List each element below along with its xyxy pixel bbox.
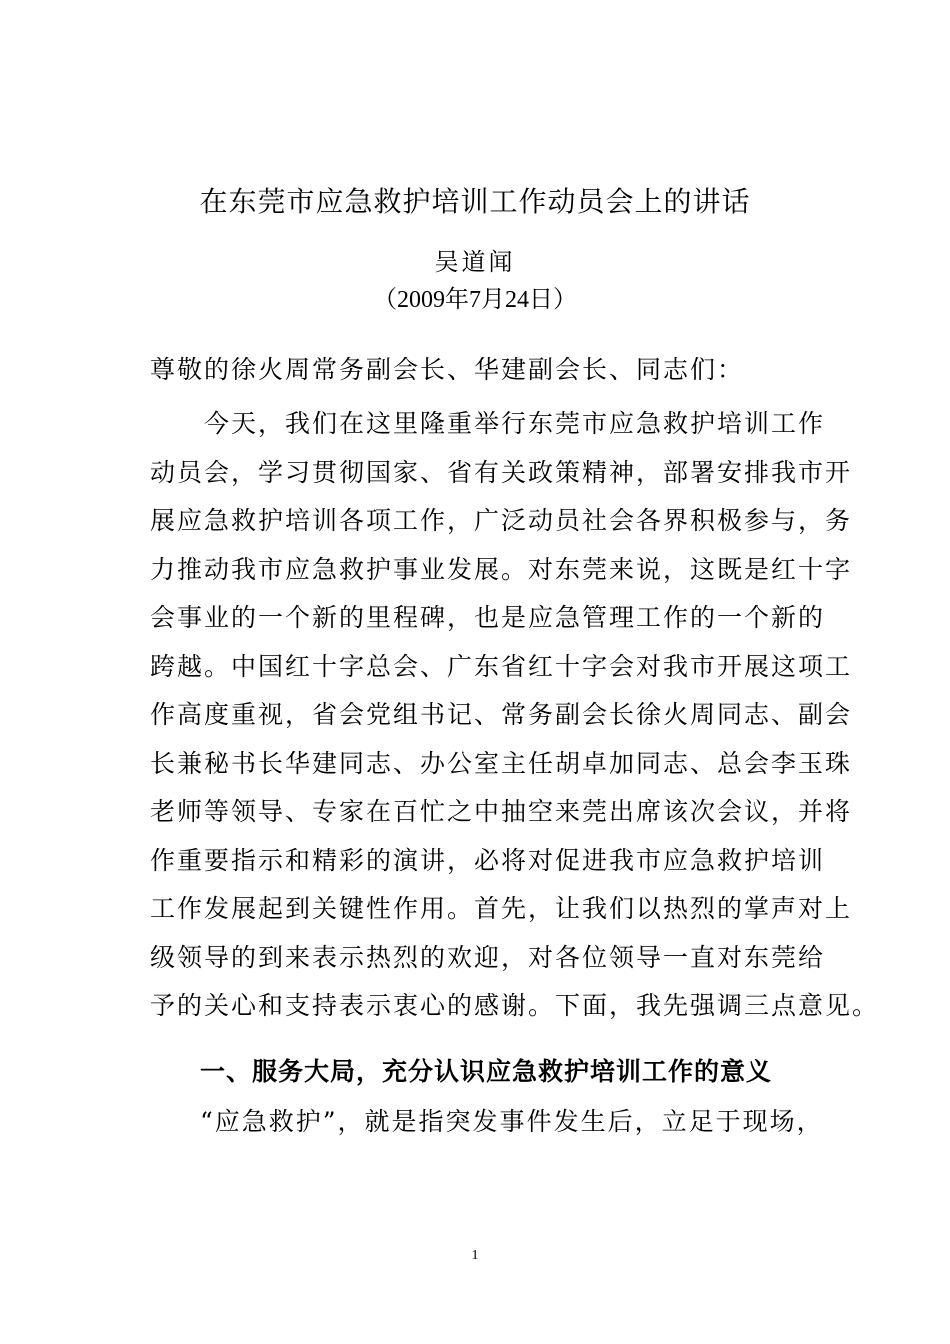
section-heading: 一、服务大局，充分认识应急救护培训工作的意义 (200, 1057, 773, 1086)
paragraph-line: 作高度重视，省会党组书记、常务副会长徐火周同志、副会 (150, 700, 853, 729)
speech-title: 在东莞市应急救护培训工作动员会上的讲话 (199, 185, 751, 218)
paragraph-line: 工作发展起到关键性作用。首先，让我们以热烈的掌声对上 (150, 894, 853, 923)
paragraph-line: 予的关心和支持表示衷心的感谢。下面，我先强调三点意见。 (150, 991, 880, 1020)
paragraph-line: 长兼秘书长华建同志、办公室主任胡卓加同志、总会李玉珠 (150, 748, 853, 778)
paragraph-line: 力推动我市应急救护事业发展。对东莞来说，这既是红十字 (150, 554, 853, 584)
salutation: 尊敬的徐火周常务副会长、华建副会长、同志们： (150, 355, 745, 384)
paragraph-line: 作重要指示和精彩的演讲，必将对促进我市应急救护培训 (150, 845, 826, 875)
paragraph-line: 今天，我们在这里隆重举行东莞市应急救护培训工作 (150, 409, 826, 438)
paragraph-opening (150, 400, 880, 1031)
page-number: 1 (471, 1248, 479, 1263)
paragraph-line: 展应急救护培训各项工作，广泛动员社会各界积极参与，务 (150, 506, 853, 535)
paragraph-line: 老师等领导、专家在百忙之中抽空来莞出席该次会议，并将 (150, 797, 853, 826)
speech-author: 吴道闻 (434, 248, 516, 276)
paragraph-line: 级领导的到来表示热烈的欢迎，对各位领导一直对东莞给 (150, 942, 826, 972)
paragraph-line: 会事业的一个新的里程碑，也是应急管理工作的一个新的 (150, 603, 826, 632)
paragraph-line: 动员会，学习贯彻国家、省有关政策精神，部署安排我市开 (150, 457, 853, 487)
paragraph-line: 跨越。中国红十字总会、广东省红十字会对我市开展这项工 (150, 651, 853, 681)
paragraph-definition: “应急救护”，就是指突发事件发生后，立足于现场， (200, 1107, 824, 1136)
speech-date: （2009年7月24日） (373, 287, 577, 313)
